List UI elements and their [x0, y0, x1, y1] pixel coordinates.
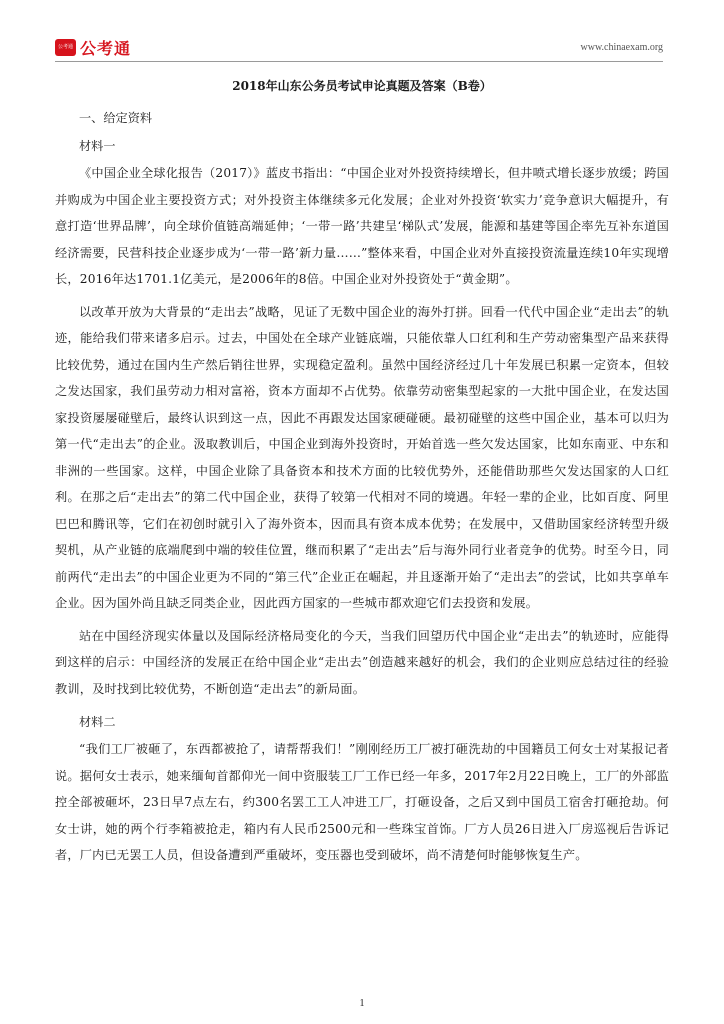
page-number: 1 [359, 998, 365, 1009]
document-body [55, 78, 669, 875]
section-heading: 一、给定资料 [79, 111, 153, 125]
page-header [55, 32, 663, 60]
logo-text: 公考通 [80, 39, 132, 58]
brand-logo[interactable] [55, 36, 131, 59]
material-1-label: 材料一 [79, 139, 116, 153]
logo-badge-icon: 公考通 [55, 39, 76, 56]
material-2-label: 材料二 [79, 715, 116, 729]
site-url[interactable]: www.chinaexam.org [580, 42, 663, 53]
material-1-paragraph-1: 《中国企业全球化报告（2017）》蓝皮书指出：“中国企业对外投资持续增长，但井喷式增长逐步放缓；跨国并购成为中国企业主要投资方式；对外投资主体继续多元化发展；企业对外投资‘软实力’竞争意识大幅提升，有意打造‘世界品牌’，向全球价值链高端延伸；‘一带一路’共建呈‘梯队式’发展，能源和基建等国企率先互补东道国经济需要，民营科技企业逐步成为‘一带一路’新力量……”整体来看，中国企业对外直接投资流量连续10年实现增长，2016年达1701.1亿美元，是2006年的8倍。中国企业对外投资处于“黄金期”。 [55, 166, 669, 286]
material-1-paragraph-2: 以改革开放为大背景的“走出去”战略，见证了无数中国企业的海外打拼。回看一代代中国企业“走出去”的轨迹，能给我们带来诸多启示。过去，中国处在全球产业链底端，只能依靠人口红利和生产劳动密集型产品来获得比较优势，通过在国内生产然后销往世界，实现稳定盈利。虽然中国经济经过几十年发展已积累一定资本，但较之发达国家，我们虽劳动力相对富裕，资本方面却不占优势。依靠劳动密集型起家的一大批中国企业，在发达国家投资屡屡碰壁后，最终认识到这一点，因此不再跟发达国家硬碰硬。最初碰壁的这些中国企业，基本可以归为第一代“走出去”的企业。汲取教训后，中国企业到海外投资时，开始首选一些欠发达国家，比如东南亚、中东和非洲的一些国家。这样，中国企业除了具备资本和技术方面的比较优势外，还能借助那些欠发达国家的人口红利。在那之后“走出去”的第二代中国企业，获得了较第一代相对不同的境遇。年轻一辈的企业，比如百度、阿里巴巴和腾讯等，它们在初创时就引入了海外资本，因而具有资本成本优势；在发展中，又借助国家经济转型升级契机，从产业链的底端爬到中端的较佳位置，继而积累了“走出去”后与海外同行业者竞争的优势。时至今日，同前两代“走出去”的中国企业更为不同的“第三代”企业正在崛起，并且逐渐开始了“走出去”的尝试，比如共享单车企业。因为国外尚且缺乏同类企业，因此西方国家的一些城市都欢迎它们去投资和发展。 [55, 304, 669, 610]
document-title: 2018年山东公务员考试申论真题及答案（B卷） [232, 79, 492, 93]
material-1-paragraph-3: 站在中国经济现实体量以及国际经济格局变化的今天，当我们回望历代中国企业“走出去”的轨迹时，应能得到这样的启示：中国经济的发展正在给中国企业“走出去”创造越来越好的机会，我们的企业则应总结过往的经验教训，及时找到比较优势，不断创造“走出去”的新局面。 [55, 628, 669, 696]
material-2-paragraph-1: “我们工厂被砸了，东西都被抢了，请帮帮我们！”刚刚经历工厂被打砸洗劫的中国籍员工何女士对某报记者说。据何女士表示，她来缅甸首都仰光一间中资服装工厂工作已经一年多，2017年2月22日晚上，工厂的外部监控全部被砸坏，23日早7点左右，约300名罢工工人冲进工厂，打砸设备，之后又到中国员工宿舍打砸抢劫。何女士讲，她的两个行李箱被抢走，箱内有人民币2500元和一些珠宝首饰。厂方人员26日进入厂房巡视后告诉记者，厂内已无罢工人员，但设备遭到严重破坏，变压器也受到破坏，尚不清楚何时能够恢复生产。 [55, 742, 669, 862]
header-divider [55, 61, 663, 62]
